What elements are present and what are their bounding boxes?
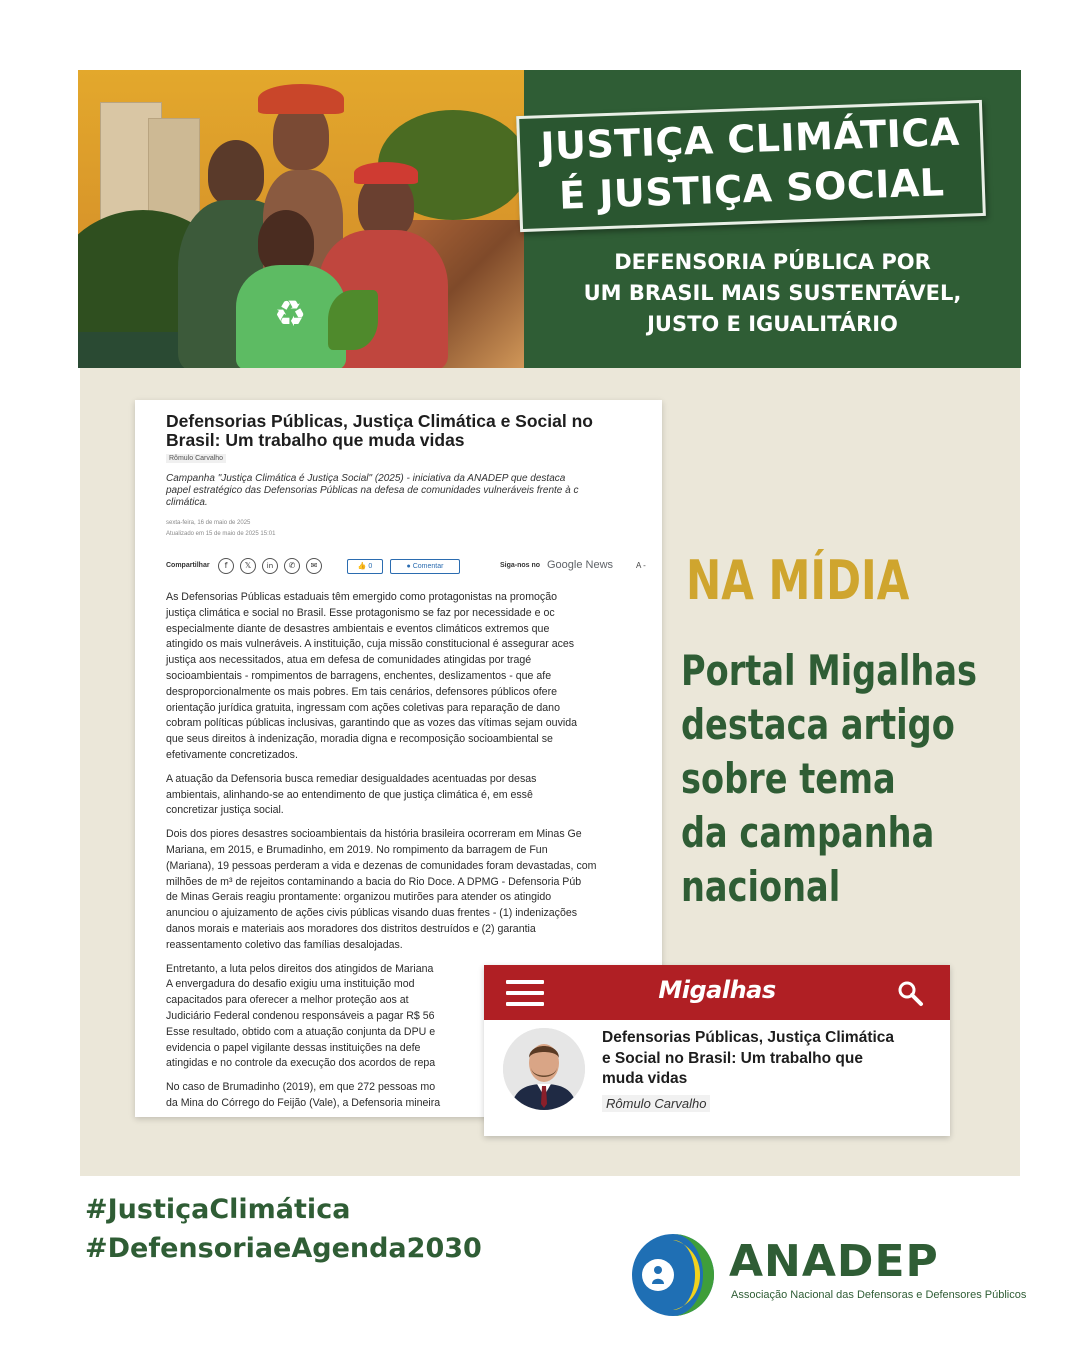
banner-title-box [516, 100, 986, 232]
comment-button[interactable] [390, 559, 460, 574]
article-paragraph: Dois dos piores desastres socioambientais da história brasileira ocorreram em Minas Ge Mariana, em 2015, e Brumadinho, em 2019. No rompimento da barragem de Fun (Mariana), 19 pessoas perderam a vida e dezenas de comunidades foram devastadas, com milhões de m³ de rejeitos contaminando a bacia do Rio Doce. A DPMG - Defensoria Púb de Minas Gerais reagiu prontamente: organizou mutirões para atender os atingido anunciou o ajuizamento de ações civis públicas visando duas frentes - (1) indenizações danos morais e materiais aos moradores dos distritos destruídos e (2) garantia reassentamento coletivo das famílias desalojadas. [166, 828, 597, 951]
na-midia-label: NA MÍDIA [686, 549, 910, 612]
follow-label: Siga-nos no [500, 562, 541, 569]
article-date: sexta-feira, 16 de maio de 2025 [166, 520, 251, 526]
comment-icon: ● [406, 563, 411, 570]
hashtag-defensoria-agenda: #DefensoriaeAgenda2030 [85, 1233, 482, 1264]
like-count: 0 [368, 563, 373, 570]
author-avatar [503, 1028, 585, 1110]
article-paragraph: As Defensorias Públicas estaduais têm emergido como protagonistas na promoção justiça climática e social no Brasil. Esse protagonismo se faz por necessidade e oc especialmente diante de desastres ambientais e eventos climáticos extremos que atingido os mais vulneráveis. A instituição, cuja missão constitucional é assegurar aces justiça aos necessitados, atua em defesa de comunidades atingidas por tragé socioambientais - rompimentos de barragens, enchentes, deslizamentos - que afe desproporcionalmente os mais pobres. Em tais cenários, defensores públicos ofere orientação jurídica gratuita, ingressam com ações coletivas para reparação de dano cobram políticas públicas inclusivas, garantindo que as vozes das vítimas sejam ouvida que seus direitos à indenização, moradia digna e recomposição socioambiental se efetivamente concretizados. [166, 591, 578, 761]
anadep-logo-icon [630, 1232, 716, 1318]
email-icon[interactable]: ✉ [306, 558, 322, 574]
campaign-banner [78, 70, 1021, 368]
like-button[interactable] [347, 559, 383, 574]
anadep-wordmark: ANADEP [729, 1236, 939, 1287]
banner-title-line2: É JUSTIÇA SOCIAL [558, 160, 946, 218]
whatsapp-icon[interactable]: ✆ [284, 558, 300, 574]
migalhas-logo[interactable]: Migalhas [658, 976, 776, 1004]
migalhas-headline[interactable]: Defensorias Públicas, Justiça Climática e Social no Brasil: Um trabalho que muda vidas [602, 1029, 895, 1087]
migalhas-card[interactable] [484, 965, 950, 1136]
search-icon[interactable] [896, 979, 924, 1007]
hashtag-justica-climatica: #JustiçaClimática [85, 1194, 351, 1225]
article-paragraph: No caso de Brumadinho (2019), em que 272 pessoas mo da Mina do Córrego do Feijão (Vale), a Defensoria mineira [166, 1081, 441, 1109]
comment-label: Comentar [412, 563, 444, 570]
article-lead: Campanha "Justiça Climática é Justiça Social" (2025) - iniciativa da ANADEP que destaca papel estratégico das Defensorias Públicas na defesa de comunidades vulneráveis frente à c climática. [166, 473, 579, 508]
google-news-link[interactable]: Google News [547, 559, 614, 571]
banner-title-line1: JUSTIÇA CLIMÁTICA [539, 109, 961, 169]
like-icon: 👍 [357, 563, 367, 570]
article-title: Defensorias Públicas, Justiça Climática e Social no Brasil: Um trabalho que muda vidas [166, 411, 593, 450]
article-paragraph: A atuação da Defensoria busca remediar desigualdades acentuadas por desas ambientais, alinhando-se ao entendimento de que justiça climática é, em essê concretizar justiça social. [166, 772, 537, 817]
x-icon[interactable]: 𝕏 [240, 558, 256, 574]
anadep-fullname: Associação Nacional das Defensoras e Defensores Públicos [731, 1289, 1027, 1301]
article-author[interactable]: Rômulo Carvalho [166, 454, 226, 463]
migalhas-header-bar [484, 965, 950, 1020]
article-paragraph: Entretanto, a luta pelos direitos dos atingidos de Mariana A envergadura do desafio exigiu uma instituição mod capacitados para oferecer a melhor proteção aos at Judiciário Federal condenou responsáveis a pagar R$ 56 Esse resultado, obtido com a atuação conjunta da DPU e evidencia o papel vigilante dessas instituições na defe atingidas e no controle da execução dos acordos de repa [166, 962, 436, 1070]
side-headline: Portal Migalhas destaca artigo sobre tema da campanha nacional [681, 646, 978, 911]
banner-subtitle-line2: UM BRASIL MAIS SUSTENTÁVEL, [583, 281, 962, 305]
share-label: Compartilhar [166, 562, 210, 569]
linkedin-icon[interactable]: in [262, 558, 278, 574]
article-updated: Atualizado em 15 de maio de 2025 15:01 [166, 531, 276, 537]
banner-subtitle-line1: DEFENSORIA PÚBLICA POR [614, 250, 931, 274]
font-size-control[interactable]: A - [636, 561, 646, 570]
banner-subtitle-line3: JUSTO E IGUALITÁRIO [647, 312, 898, 336]
share-toolbar [166, 558, 662, 576]
migalhas-author[interactable]: Rômulo Carvalho [602, 1095, 710, 1112]
banner-collage-image: ♻ [78, 70, 524, 368]
facebook-icon[interactable]: f [218, 558, 234, 574]
